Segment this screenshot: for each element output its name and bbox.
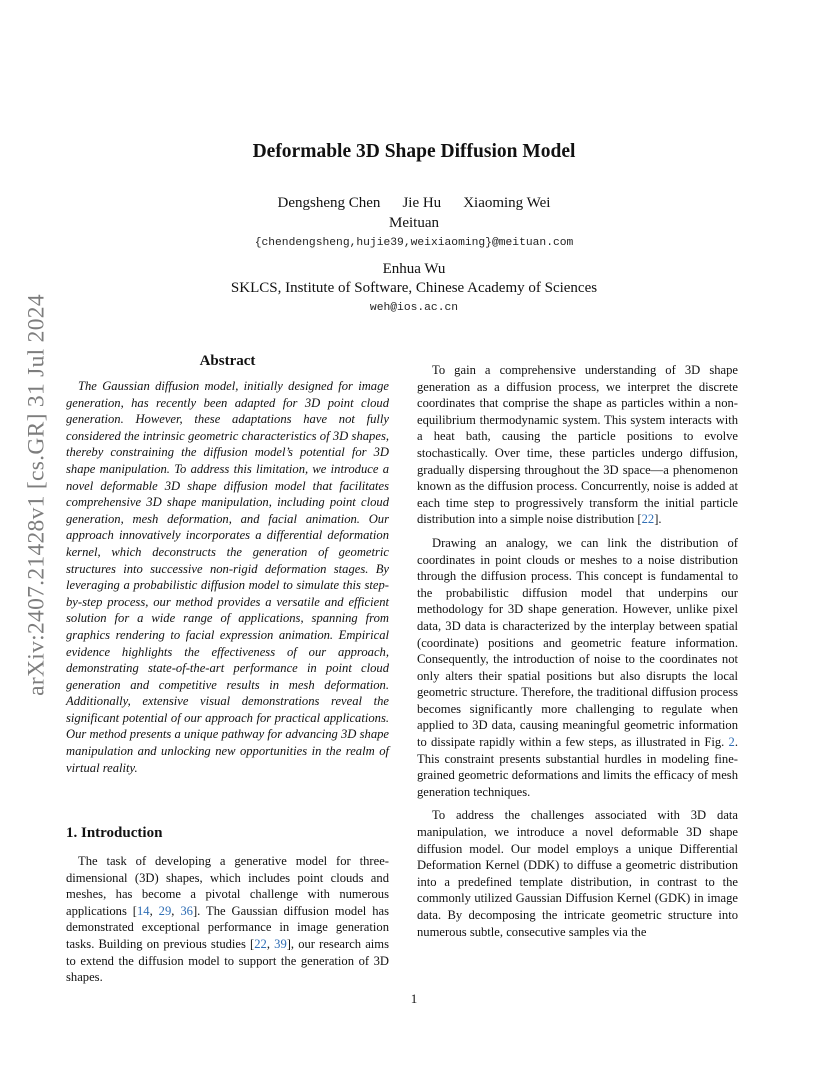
email-2: weh@ios.ac.cn xyxy=(369,302,459,314)
author-2: Enhua Wu xyxy=(382,261,446,277)
citation-link[interactable]: 22 xyxy=(641,512,655,527)
affiliation-2: SKLCS, Institute of Software, Chinese Academy of Sciences xyxy=(230,280,598,296)
affiliation-1: Meituan xyxy=(389,215,439,231)
intro-paragraph: The task of developing a generative model for three-dimensional (3D) shapes, which includes point clouds and meshes, has become a pivotal challenge with numerous applications [14, 29, 36]. The Gaussian diffusion model has demonstrated exceptional performance in image generation tasks. Building on previous studies [22, 39], our research aims to extend the diffusion model to support the generation of 3D shapes. xyxy=(66,854,390,985)
intro-text: ], our research aims to extend the diffusion model to support the generation of 3D shapes. xyxy=(66,936,390,985)
citation-link[interactable]: 29 xyxy=(158,903,172,918)
abstract-text: The Gaussian diffusion model, initially designed for image generation, has recently been adapted for 3D point cloud generation. However, these adaptations have not fully considered the intrinsic geometric characteristics of 3D shapes, thereby constraining the diffusion model’s potential for 3D shape manipulation. To address this limitation, we introduce a novel deformable 3D shape diffusion model that facilitates comprehensive 3D shape manipulation, including point cloud generation, mesh deformation, and facial animation. Our approach innovatively incorporates a differential deformation kernel, which deconstructs the generation of geometric structures into successive non-rigid deformation stages. By leveraging a probabilistic diffusion model to simulate this step-by-step process, our method provides a versatile and efficient solution for a wide range of applications, spanning from graphics rendering to facial expression animation. Empirical evidence highlights the effectiveness of our approach, demonstrating state-of-the-art performance in point cloud generation and competitive results in mesh deformation. Additionally, extensive visual demonstrations reveal the significant potential of our approach for practical applications. Our method presents a unique pathway for advancing 3D shape manipulation and unlocking new opportunities in the realm of virtual reality. xyxy=(66,379,389,775)
abstract-heading: Abstract xyxy=(199,353,256,369)
author-list-1 xyxy=(0,195,828,212)
intro-text: ]. The Gaussian diffusion model has demonstrated exceptional performance in image generation tasks. Building on previous studies [ xyxy=(66,903,390,951)
citation-link[interactable]: 39 xyxy=(274,936,287,951)
body-text: To gain a comprehensive understanding of 3D shape generation as a diffusion process, we interpret the discrete coordinates that comprise the shape as particles within a non-equilibrium thermodynamic system. This system interacts with a heat bath, causing the particle positions to evolve stochastically. Over time, these particles undergo diffusion, gradually dispersing throughout the 3D space—a phenomenon known as the diffusion process. Concurrently, noise is added at each time step to progressively transform the initial particle distribution into a simple noise distribution [ xyxy=(417,363,738,527)
abstract-body xyxy=(66,378,389,776)
right-column xyxy=(417,355,738,940)
citation-link[interactable]: 22 xyxy=(254,936,267,951)
body-text: Drawing an analogy, we can link the distribution of coordinates in point clouds or meshes to a noise distribution through the diffusion process. This concept is fundamental to the probabilistic diffusion model that underpins our methodology for 3D shape generation. However, unlike pixel data, 3D data is characterized by the interplay between spatial (coordinate) positions and geometric feature information. Consequently, the introduction of noise to the coordinates not only alters their spatial positions but also disrupts the local geometric structure. Therefore, the traditional diffusion process becomes significantly more challenging to regulate when applied to 3D data, causing meaningful geometric information to dissipate rapidly within a few steps, as illustrated in Fig. xyxy=(417,535,738,750)
citation-link[interactable]: 14 xyxy=(136,903,150,918)
author-name: Xiaoming Wei xyxy=(463,195,551,211)
section-heading: 1. Introduction xyxy=(66,825,163,841)
author-name: Dengsheng Chen xyxy=(277,195,381,211)
page-number: 1 xyxy=(410,991,418,1006)
body-text: ]. xyxy=(654,512,662,527)
arxiv-id: arXiv:2407.21428v1 [cs.GR] 31 Jul 2024 xyxy=(23,294,50,696)
arxiv-stamp xyxy=(20,294,54,696)
intro-text: The task of developing a generative model for three-dimensional (3D) shapes, which includes point clouds and meshes, has become a pivotal challenge with numerous applications [ xyxy=(66,854,389,918)
figure-link[interactable]: 2 xyxy=(728,735,735,750)
author-name: Jie Hu xyxy=(402,195,442,211)
body-text: To address the challenges associated with 3D data manipulation, we introduce a novel deformable 3D shape diffusion model. Our model employs a unique Differential Deformation Kernel (DDK) to diffuse a geometric distribution into a predefined template distribution, in contrast to the commonly utilized Gaussian Diffusion Kernel (GDK) in image data. By decomposing the intricate geometric structure into numerous subtle, consecutive samples via the xyxy=(417,808,738,939)
email-1: {chendengsheng,hujie39,weixiaoming}@meituan.com xyxy=(254,237,574,249)
paper-title: Deformable 3D Shape Diffusion Model xyxy=(252,141,576,162)
body-text: . This constraint presents substantial hurdles in modeling fine-grained geometric deformations and limits the efficacy of mesh generation techniques. xyxy=(417,735,738,799)
citation-link[interactable]: 36 xyxy=(180,903,193,918)
